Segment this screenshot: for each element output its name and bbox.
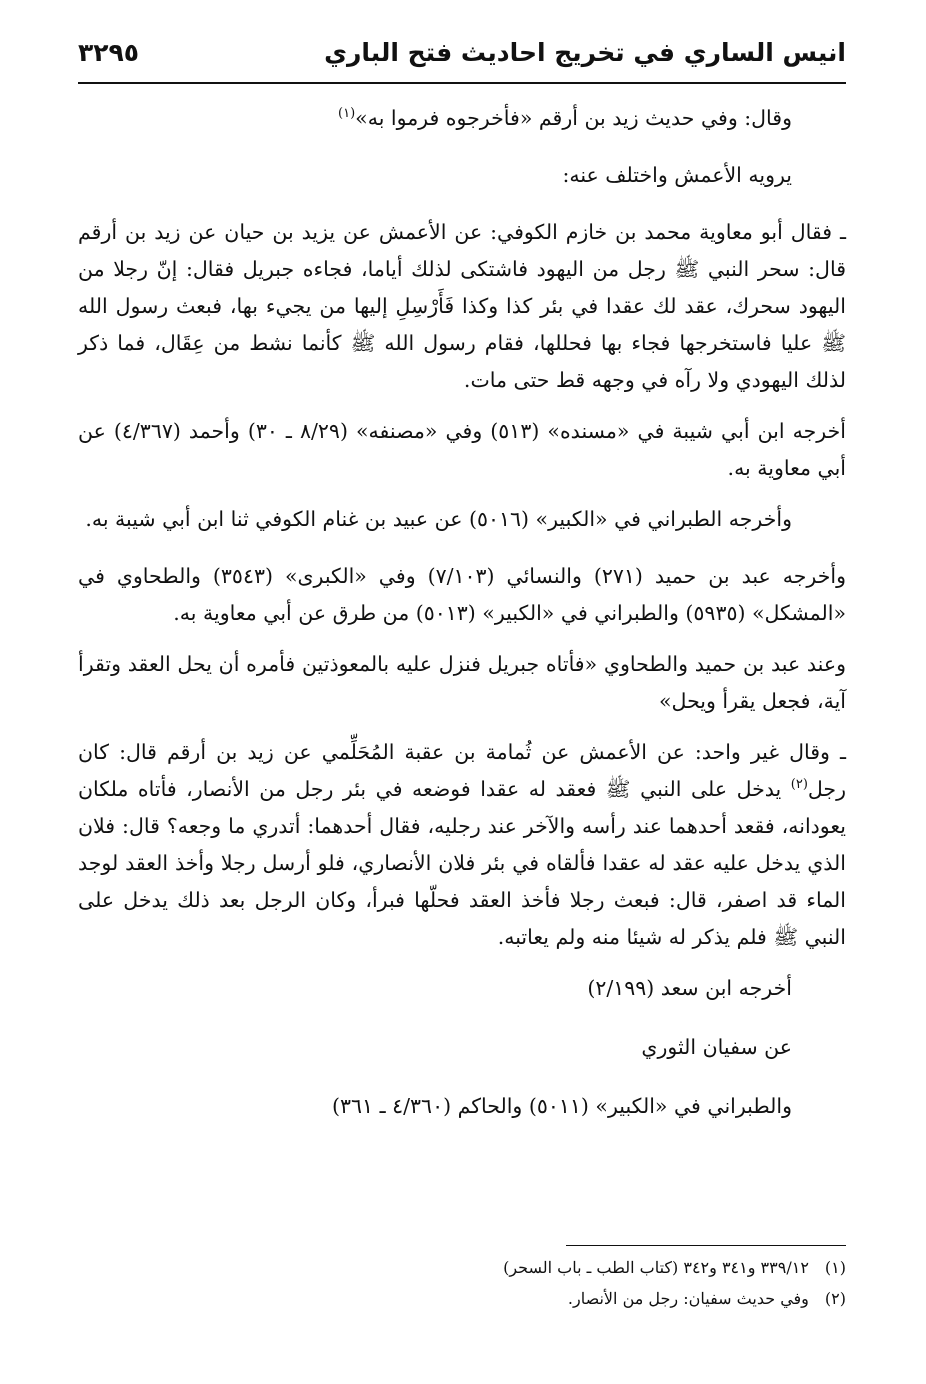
footnote-divider — [566, 1245, 846, 1246]
paragraph-2: يرويه الأعمش واختلف عنه: — [562, 163, 792, 187]
page-number: ٣٢٩٥ — [78, 38, 140, 67]
paragraph-9: أخرجه ابن سعد (٢/١٩٩) — [587, 976, 792, 1000]
paragraph-4: أخرجه ابن أبي شيبة في «مسنده» (٥١٣) وفي «مصنفه» (٨/٢٩ ـ ٣٠) وأحمد (٤/٣٦٧) عن أبي معاوية به. — [78, 419, 846, 480]
paragraph-8-text-b: يدخل على النبي ﷺ فعقد له عقدا فوضعه في بئر رجل من الأنصار، فأتاه ملكان يعودانه، فقعد أحدهما عند رأسه والآخر عند رجليه، فقال أحدهما: أتدري ما وجعه؟ قال: فلان الذي يدخل عليه عقد له عقدا فألقاه في بئر فلان الأنصاري، فلو أرسل رجلا وأخذ العقد لوجد الماء قد اصفر، قال: فبعث رجلا فأخذ العقد فحلّها فبرأ، وكان الرجل بعد ذلك يدخل على النبي ﷺ فلم يذكر له شيئا منه ولم يعاتبه. — [78, 777, 846, 949]
footnote-ref-2: (٢) — [790, 777, 808, 793]
paragraph-6: وأخرجه عبد بن حميد (٢٧١) والنسائي (٧/١٠٣) وفي «الكبرى» (٣٥٤٣) والطحاوي في «المشكل» (٥٩٣٥) والطبراني في «الكبير» (٥٠١٣) من طرق عن أبي معاوية به. — [78, 564, 846, 625]
footnote-text: ٣٣٩/١٢ و٣٤١ و٣٤٢ (كتاب الطب ـ باب السحر) — [503, 1258, 809, 1277]
running-title: انيس الساري في تخريج احاديث فتح الباري — [324, 38, 846, 67]
footnote-number: (١) — [824, 1258, 846, 1277]
footnote-text: وفي حديث سفيان: رجل من الأنصار. — [567, 1289, 809, 1308]
page-header — [78, 36, 846, 84]
paragraph-7: وعند عبد بن حميد والطحاوي «فأتاه جبريل فنزل عليه بالمعوذتين فأمره أن يحل العقد وتقرأ آية، فجعل يقرأ ويحل» — [78, 652, 846, 713]
paragraph-11: والطبراني في «الكبير» (٥٠١١) والحاكم (٤/٣٦٠ ـ ٣٦١) — [332, 1094, 792, 1118]
paragraph-3: ـ فقال أبو معاوية محمد بن خازم الكوفي: عن الأعمش عن يزيد بن حيان عن زيد بن أرقم قال: سحر النبي ﷺ رجل من اليهود فاشتكى لذلك أياما، فجاءه جبريل فقال: إنّ رجلا من اليهود سحرك، عقد لك عقدا في بئر كذا وكذا فَأَرْسِلِ إليها من يجيء بها، فبعث رسول الله ﷺ عليا فاستخرجها فجاء بها فحللها، فقام رسول الله ﷺ كأنما نشط من عِقَال، فما ذكر لذلك اليهودي ولا رآه في وجهه قط حتى مات. — [78, 220, 846, 392]
paragraph-1 — [78, 100, 846, 137]
paragraph-1-text: وقال: وفي حديث زيد بن أرقم «فأخرجوه فرموا به» — [355, 106, 792, 130]
footnote-1 — [78, 1252, 846, 1283]
footnote-ref-1: (١) — [338, 106, 356, 122]
paragraph-5: وأخرجه الطبراني في «الكبير» (٥٠١٦) عن عبيد بن غنام الكوفي ثنا ابن أبي شيبة به. — [85, 507, 792, 531]
paragraph-8-text-a: ـ وقال غير واحد: عن الأعمش عن ثُمامة بن عقبة المُحَلِّمي عن زيد بن أرقم قال: كان رجل — [78, 740, 846, 801]
footnote-number: (٢) — [824, 1289, 846, 1308]
paragraph-8 — [78, 734, 846, 956]
main-text — [78, 100, 846, 1147]
footnotes — [78, 1252, 846, 1314]
paragraph-10: عن سفيان الثوري — [641, 1035, 792, 1059]
footnote-2 — [78, 1283, 846, 1314]
